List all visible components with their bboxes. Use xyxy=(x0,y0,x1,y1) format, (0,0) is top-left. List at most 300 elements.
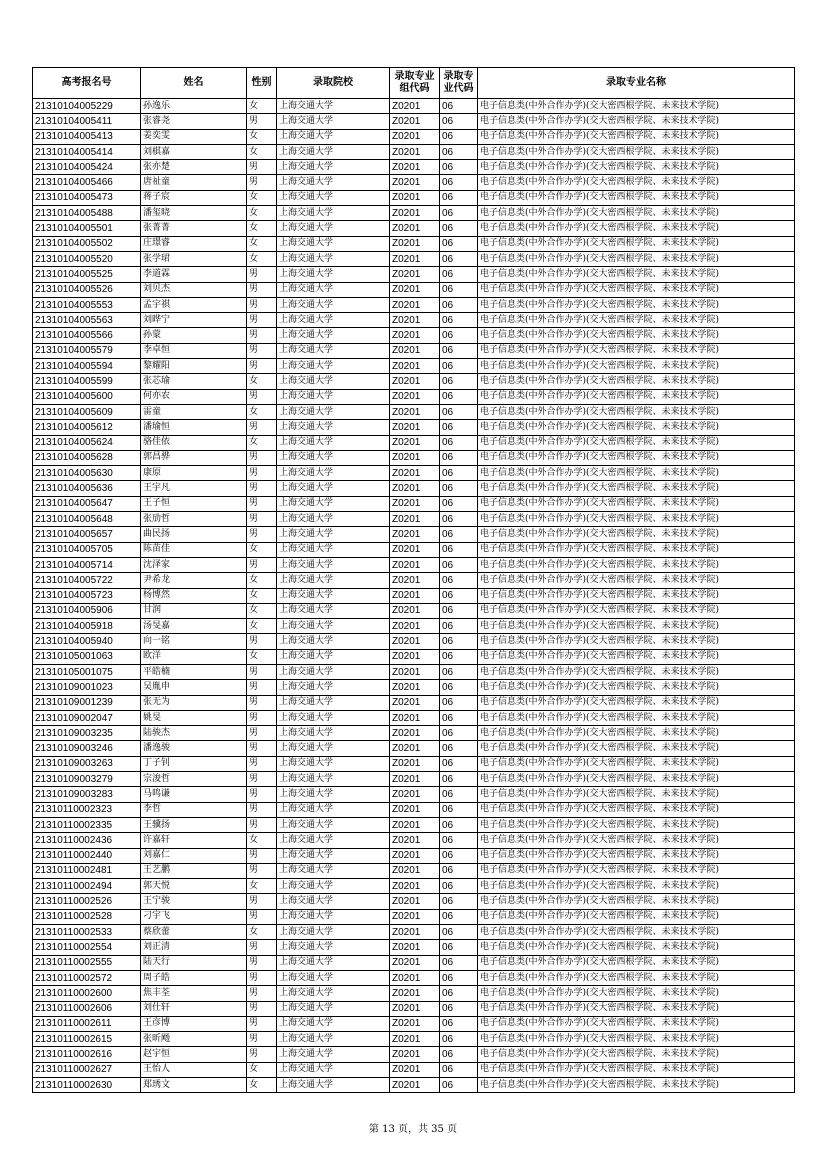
table-row xyxy=(33,236,795,251)
group-code-cell: Z0201 xyxy=(390,129,440,144)
major-name-cell: 电子信息类(中外合作办学)(交大密西根学院、未来技术学院) xyxy=(478,557,795,572)
gender-cell: 男 xyxy=(247,1001,277,1016)
major-name-cell: 电子信息类(中外合作办学)(交大密西根学院、未来技术学院) xyxy=(478,909,795,924)
exam-id-cell: 21310110002323 xyxy=(33,802,141,817)
major-code-cell: 06 xyxy=(440,389,478,404)
exam-id-cell: 21310104005657 xyxy=(33,527,141,542)
gender-cell: 男 xyxy=(247,664,277,679)
name-cell: 张劢哲 xyxy=(141,512,247,527)
school-cell: 上海交通大学 xyxy=(277,99,390,114)
major-code-cell: 06 xyxy=(440,450,478,465)
name-cell: 李道霖 xyxy=(141,267,247,282)
table-row xyxy=(33,955,795,970)
group-code-cell: Z0201 xyxy=(390,221,440,236)
school-cell: 上海交通大学 xyxy=(277,909,390,924)
major-code-cell: 06 xyxy=(440,695,478,710)
exam-id-cell: 21310104005488 xyxy=(33,206,141,221)
table-row xyxy=(33,190,795,205)
name-cell: 蔡欣蕾 xyxy=(141,925,247,940)
exam-id-cell: 21310105001063 xyxy=(33,649,141,664)
major-name-cell: 电子信息类(中外合作办学)(交大密西根学院、未来技术学院) xyxy=(478,787,795,802)
gender-cell: 男 xyxy=(247,512,277,527)
major-name-cell: 电子信息类(中外合作办学)(交大密西根学院、未来技术学院) xyxy=(478,190,795,205)
major-name-cell: 电子信息类(中外合作办学)(交大密西根学院、未来技术学院) xyxy=(478,466,795,481)
major-name-cell: 电子信息类(中外合作办学)(交大密西根学院、未来技术学院) xyxy=(478,833,795,848)
table-row xyxy=(33,680,795,695)
group-code-cell: Z0201 xyxy=(390,756,440,771)
group-code-cell: Z0201 xyxy=(390,787,440,802)
major-name-cell: 电子信息类(中外合作办学)(交大密西根学院、未来技术学院) xyxy=(478,175,795,190)
table-row xyxy=(33,664,795,679)
major-code-cell: 06 xyxy=(440,190,478,205)
gender-cell: 男 xyxy=(247,817,277,832)
major-name-cell: 电子信息类(中外合作办学)(交大密西根学院、未来技术学院) xyxy=(478,772,795,787)
major-name-cell: 电子信息类(中外合作办学)(交大密西根学院、未来技术学院) xyxy=(478,404,795,419)
school-cell: 上海交通大学 xyxy=(277,664,390,679)
group-code-cell: Z0201 xyxy=(390,389,440,404)
major-name-cell: 电子信息类(中外合作办学)(交大密西根学院、未来技术学院) xyxy=(478,435,795,450)
group-code-cell: Z0201 xyxy=(390,863,440,878)
major-name-cell: 电子信息类(中外合作办学)(交大密西根学院、未来技术学院) xyxy=(478,129,795,144)
major-name-cell: 电子信息类(中外合作办学)(交大密西根学院、未来技术学院) xyxy=(478,664,795,679)
table-row xyxy=(33,603,795,618)
gender-cell: 女 xyxy=(247,542,277,557)
major-code-cell: 06 xyxy=(440,160,478,175)
table-row xyxy=(33,1032,795,1047)
major-code-cell: 06 xyxy=(440,833,478,848)
major-code-cell: 06 xyxy=(440,328,478,343)
group-code-cell: Z0201 xyxy=(390,741,440,756)
gender-cell: 女 xyxy=(247,603,277,618)
group-code-cell: Z0201 xyxy=(390,940,440,955)
major-name-cell: 电子信息类(中外合作办学)(交大密西根学院、未来技术学院) xyxy=(478,114,795,129)
group-code-cell: Z0201 xyxy=(390,833,440,848)
major-name-cell: 电子信息类(中外合作办学)(交大密西根学院、未来技术学院) xyxy=(478,848,795,863)
school-cell: 上海交通大学 xyxy=(277,649,390,664)
school-cell: 上海交通大学 xyxy=(277,267,390,282)
major-code-cell: 06 xyxy=(440,251,478,266)
school-cell: 上海交通大学 xyxy=(277,343,390,358)
table-row xyxy=(33,573,795,588)
school-cell: 上海交通大学 xyxy=(277,129,390,144)
group-code-cell: Z0201 xyxy=(390,848,440,863)
exam-id-cell: 21310109003279 xyxy=(33,772,141,787)
name-cell: 沈泽家 xyxy=(141,557,247,572)
gender-cell: 男 xyxy=(247,450,277,465)
school-cell: 上海交通大学 xyxy=(277,175,390,190)
gender-cell: 女 xyxy=(247,1078,277,1093)
major-code-cell: 06 xyxy=(440,619,478,634)
gender-cell: 男 xyxy=(247,741,277,756)
school-cell: 上海交通大学 xyxy=(277,573,390,588)
table-row xyxy=(33,512,795,527)
group-code-cell: Z0201 xyxy=(390,1047,440,1062)
table-row xyxy=(33,970,795,985)
group-code-cell: Z0201 xyxy=(390,160,440,175)
school-cell: 上海交通大学 xyxy=(277,435,390,450)
school-cell: 上海交通大学 xyxy=(277,481,390,496)
table-row xyxy=(33,756,795,771)
table-row xyxy=(33,328,795,343)
table-row xyxy=(33,986,795,1001)
group-code-cell: Z0201 xyxy=(390,282,440,297)
table-row xyxy=(33,1047,795,1062)
table-row xyxy=(33,435,795,450)
major-code-cell: 06 xyxy=(440,756,478,771)
name-cell: 张无为 xyxy=(141,695,247,710)
header-major-code: 录取专业代码 xyxy=(440,68,478,99)
school-cell: 上海交通大学 xyxy=(277,114,390,129)
major-code-cell: 06 xyxy=(440,297,478,312)
school-cell: 上海交通大学 xyxy=(277,986,390,1001)
school-cell: 上海交通大学 xyxy=(277,389,390,404)
gender-cell: 男 xyxy=(247,802,277,817)
exam-id-cell: 21310109003235 xyxy=(33,726,141,741)
table-row xyxy=(33,420,795,435)
exam-id-cell: 21310104005940 xyxy=(33,634,141,649)
major-code-cell: 06 xyxy=(440,848,478,863)
table-row xyxy=(33,1062,795,1077)
major-name-cell: 电子信息类(中外合作办学)(交大密西根学院、未来技术学院) xyxy=(478,297,795,312)
table-row xyxy=(33,848,795,863)
exam-id-cell: 21310110002555 xyxy=(33,955,141,970)
school-cell: 上海交通大学 xyxy=(277,787,390,802)
name-cell: 甘润 xyxy=(141,603,247,618)
school-cell: 上海交通大学 xyxy=(277,236,390,251)
group-code-cell: Z0201 xyxy=(390,603,440,618)
table-row xyxy=(33,297,795,312)
table-row xyxy=(33,374,795,389)
name-cell: 蒋子宸 xyxy=(141,190,247,205)
name-cell: 郑琇文 xyxy=(141,1078,247,1093)
exam-id-cell: 21310110002526 xyxy=(33,894,141,909)
school-cell: 上海交通大学 xyxy=(277,1078,390,1093)
major-name-cell: 电子信息类(中外合作办学)(交大密西根学院、未来技术学院) xyxy=(478,160,795,175)
table-header-row xyxy=(33,68,795,99)
group-code-cell: Z0201 xyxy=(390,267,440,282)
gender-cell: 男 xyxy=(247,787,277,802)
group-code-cell: Z0201 xyxy=(390,695,440,710)
gender-cell: 女 xyxy=(247,588,277,603)
gender-cell: 男 xyxy=(247,1032,277,1047)
major-code-cell: 06 xyxy=(440,1001,478,1016)
name-cell: 刘嘉仁 xyxy=(141,848,247,863)
table-row xyxy=(33,909,795,924)
table-row xyxy=(33,144,795,159)
name-cell: 潘瑜恒 xyxy=(141,420,247,435)
school-cell: 上海交通大学 xyxy=(277,940,390,955)
name-cell: 王宁骏 xyxy=(141,894,247,909)
table-row xyxy=(33,282,795,297)
table-row xyxy=(33,1078,795,1093)
name-cell: 李卓恒 xyxy=(141,343,247,358)
exam-id-cell: 21310110002335 xyxy=(33,817,141,832)
major-code-cell: 06 xyxy=(440,603,478,618)
name-cell: 杨博然 xyxy=(141,588,247,603)
major-name-cell: 电子信息类(中外合作办学)(交大密西根学院、未来技术学院) xyxy=(478,313,795,328)
major-code-cell: 06 xyxy=(440,313,478,328)
major-name-cell: 电子信息类(中外合作办学)(交大密西根学院、未来技术学院) xyxy=(478,450,795,465)
gender-cell: 男 xyxy=(247,175,277,190)
header-school: 录取院校 xyxy=(277,68,390,99)
table-row xyxy=(33,466,795,481)
major-code-cell: 06 xyxy=(440,649,478,664)
table-row xyxy=(33,649,795,664)
gender-cell: 男 xyxy=(247,114,277,129)
table-row xyxy=(33,527,795,542)
group-code-cell: Z0201 xyxy=(390,359,440,374)
major-code-cell: 06 xyxy=(440,894,478,909)
school-cell: 上海交通大学 xyxy=(277,772,390,787)
name-cell: 孙蒙 xyxy=(141,328,247,343)
name-cell: 陈苗佳 xyxy=(141,542,247,557)
name-cell: 张学珺 xyxy=(141,251,247,266)
name-cell: 曲民扬 xyxy=(141,527,247,542)
exam-id-cell: 21310104005411 xyxy=(33,114,141,129)
group-code-cell: Z0201 xyxy=(390,114,440,129)
name-cell: 刘晔宁 xyxy=(141,313,247,328)
table-row xyxy=(33,802,795,817)
exam-id-cell: 21310110002494 xyxy=(33,879,141,894)
group-code-cell: Z0201 xyxy=(390,726,440,741)
school-cell: 上海交通大学 xyxy=(277,496,390,511)
major-code-cell: 06 xyxy=(440,925,478,940)
school-cell: 上海交通大学 xyxy=(277,970,390,985)
exam-id-cell: 21310110002630 xyxy=(33,1078,141,1093)
name-cell: 王宇凡 xyxy=(141,481,247,496)
gender-cell: 女 xyxy=(247,879,277,894)
group-code-cell: Z0201 xyxy=(390,557,440,572)
exam-id-cell: 21310104005628 xyxy=(33,450,141,465)
name-cell: 陆天行 xyxy=(141,955,247,970)
school-cell: 上海交通大学 xyxy=(277,527,390,542)
name-cell: 姜奕雯 xyxy=(141,129,247,144)
name-cell: 张菁菁 xyxy=(141,221,247,236)
major-code-cell: 06 xyxy=(440,940,478,955)
major-code-cell: 06 xyxy=(440,909,478,924)
gender-cell: 男 xyxy=(247,634,277,649)
exam-id-cell: 21310110002572 xyxy=(33,970,141,985)
group-code-cell: Z0201 xyxy=(390,481,440,496)
group-code-cell: Z0201 xyxy=(390,588,440,603)
name-cell: 骆佳依 xyxy=(141,435,247,450)
school-cell: 上海交通大学 xyxy=(277,833,390,848)
exam-id-cell: 21310104005525 xyxy=(33,267,141,282)
major-code-cell: 06 xyxy=(440,802,478,817)
exam-id-cell: 21310104005648 xyxy=(33,512,141,527)
group-code-cell: Z0201 xyxy=(390,710,440,725)
table-row xyxy=(33,221,795,236)
major-name-cell: 电子信息类(中外合作办学)(交大密西根学院、未来技术学院) xyxy=(478,603,795,618)
group-code-cell: Z0201 xyxy=(390,99,440,114)
major-name-cell: 电子信息类(中外合作办学)(交大密西根学院、未来技术学院) xyxy=(478,328,795,343)
exam-id-cell: 21310104005563 xyxy=(33,313,141,328)
exam-id-cell: 21310104005413 xyxy=(33,129,141,144)
table-row xyxy=(33,894,795,909)
table-row xyxy=(33,817,795,832)
name-cell: 张亦楚 xyxy=(141,160,247,175)
major-code-cell: 06 xyxy=(440,496,478,511)
name-cell: 李哲 xyxy=(141,802,247,817)
major-code-cell: 06 xyxy=(440,1016,478,1031)
admission-table xyxy=(32,67,795,1093)
major-code-cell: 06 xyxy=(440,557,478,572)
major-code-cell: 06 xyxy=(440,512,478,527)
group-code-cell: Z0201 xyxy=(390,925,440,940)
group-code-cell: Z0201 xyxy=(390,817,440,832)
group-code-cell: Z0201 xyxy=(390,1078,440,1093)
group-code-cell: Z0201 xyxy=(390,190,440,205)
major-name-cell: 电子信息类(中外合作办学)(交大密西根学院、未来技术学院) xyxy=(478,420,795,435)
school-cell: 上海交通大学 xyxy=(277,557,390,572)
table-row xyxy=(33,450,795,465)
name-cell: 庄璟睿 xyxy=(141,236,247,251)
table-row xyxy=(33,481,795,496)
major-code-cell: 06 xyxy=(440,206,478,221)
name-cell: 马鸣谦 xyxy=(141,787,247,802)
name-cell: 王子恒 xyxy=(141,496,247,511)
school-cell: 上海交通大学 xyxy=(277,756,390,771)
table-row xyxy=(33,588,795,603)
group-code-cell: Z0201 xyxy=(390,144,440,159)
school-cell: 上海交通大学 xyxy=(277,359,390,374)
table-row xyxy=(33,542,795,557)
gender-cell: 男 xyxy=(247,557,277,572)
table-row xyxy=(33,1001,795,1016)
major-name-cell: 电子信息类(中外合作办学)(交大密西根学院、未来技术学院) xyxy=(478,619,795,634)
major-code-cell: 06 xyxy=(440,664,478,679)
exam-id-cell: 21310109002047 xyxy=(33,710,141,725)
exam-id-cell: 21310104005229 xyxy=(33,99,141,114)
gender-cell: 男 xyxy=(247,359,277,374)
exam-id-cell: 21310110002440 xyxy=(33,848,141,863)
school-cell: 上海交通大学 xyxy=(277,297,390,312)
group-code-cell: Z0201 xyxy=(390,955,440,970)
group-code-cell: Z0201 xyxy=(390,1001,440,1016)
group-code-cell: Z0201 xyxy=(390,496,440,511)
exam-id-cell: 21310104005599 xyxy=(33,374,141,389)
school-cell: 上海交通大学 xyxy=(277,542,390,557)
name-cell: 刘仕轩 xyxy=(141,1001,247,1016)
group-code-cell: Z0201 xyxy=(390,512,440,527)
group-code-cell: Z0201 xyxy=(390,466,440,481)
school-cell: 上海交通大学 xyxy=(277,802,390,817)
major-code-cell: 06 xyxy=(440,129,478,144)
major-code-cell: 06 xyxy=(440,1078,478,1093)
header-name: 姓名 xyxy=(141,68,247,99)
major-code-cell: 06 xyxy=(440,435,478,450)
group-code-cell: Z0201 xyxy=(390,970,440,985)
major-name-cell: 电子信息类(中外合作办学)(交大密西根学院、未来技术学院) xyxy=(478,925,795,940)
gender-cell: 男 xyxy=(247,328,277,343)
school-cell: 上海交通大学 xyxy=(277,160,390,175)
school-cell: 上海交通大学 xyxy=(277,848,390,863)
exam-id-cell: 21310110002554 xyxy=(33,940,141,955)
name-cell: 郭天悦 xyxy=(141,879,247,894)
group-code-cell: Z0201 xyxy=(390,664,440,679)
gender-cell: 女 xyxy=(247,190,277,205)
exam-id-cell: 21310104005918 xyxy=(33,619,141,634)
major-name-cell: 电子信息类(中外合作办学)(交大密西根学院、未来技术学院) xyxy=(478,680,795,695)
major-code-cell: 06 xyxy=(440,970,478,985)
exam-id-cell: 21310110002606 xyxy=(33,1001,141,1016)
major-code-cell: 06 xyxy=(440,267,478,282)
gender-cell: 男 xyxy=(247,772,277,787)
school-cell: 上海交通大学 xyxy=(277,634,390,649)
group-code-cell: Z0201 xyxy=(390,986,440,1001)
group-code-cell: Z0201 xyxy=(390,879,440,894)
school-cell: 上海交通大学 xyxy=(277,374,390,389)
group-code-cell: Z0201 xyxy=(390,573,440,588)
gender-cell: 男 xyxy=(247,343,277,358)
table-row xyxy=(33,695,795,710)
major-code-cell: 06 xyxy=(440,527,478,542)
school-cell: 上海交通大学 xyxy=(277,680,390,695)
table-row xyxy=(33,343,795,358)
name-cell: 周子皓 xyxy=(141,970,247,985)
table-row xyxy=(33,741,795,756)
major-name-cell: 电子信息类(中外合作办学)(交大密西根学院、未来技术学院) xyxy=(478,710,795,725)
group-code-cell: Z0201 xyxy=(390,420,440,435)
table-row xyxy=(33,175,795,190)
name-cell: 焦丰荃 xyxy=(141,986,247,1001)
name-cell: 丁子钊 xyxy=(141,756,247,771)
name-cell: 许嘉轩 xyxy=(141,833,247,848)
group-code-cell: Z0201 xyxy=(390,404,440,419)
gender-cell: 女 xyxy=(247,129,277,144)
exam-id-cell: 21310110002436 xyxy=(33,833,141,848)
major-code-cell: 06 xyxy=(440,481,478,496)
school-cell: 上海交通大学 xyxy=(277,741,390,756)
school-cell: 上海交通大学 xyxy=(277,221,390,236)
school-cell: 上海交通大学 xyxy=(277,206,390,221)
school-cell: 上海交通大学 xyxy=(277,955,390,970)
table-body xyxy=(33,99,795,1093)
major-name-cell: 电子信息类(中外合作办学)(交大密西根学院、未来技术学院) xyxy=(478,649,795,664)
name-cell: 宗浚哲 xyxy=(141,772,247,787)
gender-cell: 男 xyxy=(247,1047,277,1062)
group-code-cell: Z0201 xyxy=(390,450,440,465)
major-name-cell: 电子信息类(中外合作办学)(交大密西根学院、未来技术学院) xyxy=(478,389,795,404)
group-code-cell: Z0201 xyxy=(390,175,440,190)
table-row xyxy=(33,557,795,572)
exam-id-cell: 21310104005609 xyxy=(33,404,141,419)
gender-cell: 女 xyxy=(247,1062,277,1077)
table-row xyxy=(33,359,795,374)
gender-cell: 男 xyxy=(247,680,277,695)
major-code-cell: 06 xyxy=(440,588,478,603)
major-code-cell: 06 xyxy=(440,420,478,435)
gender-cell: 男 xyxy=(247,940,277,955)
major-name-cell: 电子信息类(中外合作办学)(交大密西根学院、未来技术学院) xyxy=(478,144,795,159)
group-code-cell: Z0201 xyxy=(390,909,440,924)
major-code-cell: 06 xyxy=(440,573,478,588)
major-name-cell: 电子信息类(中外合作办学)(交大密西根学院、未来技术学院) xyxy=(478,206,795,221)
gender-cell: 男 xyxy=(247,267,277,282)
gender-cell: 男 xyxy=(247,313,277,328)
major-name-cell: 电子信息类(中外合作办学)(交大密西根学院、未来技术学院) xyxy=(478,1047,795,1062)
major-code-cell: 06 xyxy=(440,374,478,389)
group-code-cell: Z0201 xyxy=(390,251,440,266)
major-code-cell: 06 xyxy=(440,466,478,481)
major-name-cell: 电子信息类(中外合作办学)(交大密西根学院、未来技术学院) xyxy=(478,251,795,266)
gender-cell: 女 xyxy=(247,833,277,848)
major-code-cell: 06 xyxy=(440,817,478,832)
school-cell: 上海交通大学 xyxy=(277,1047,390,1062)
header-major-name: 录取专业名称 xyxy=(478,68,795,99)
gender-cell: 女 xyxy=(247,99,277,114)
name-cell: 王骥扬 xyxy=(141,817,247,832)
